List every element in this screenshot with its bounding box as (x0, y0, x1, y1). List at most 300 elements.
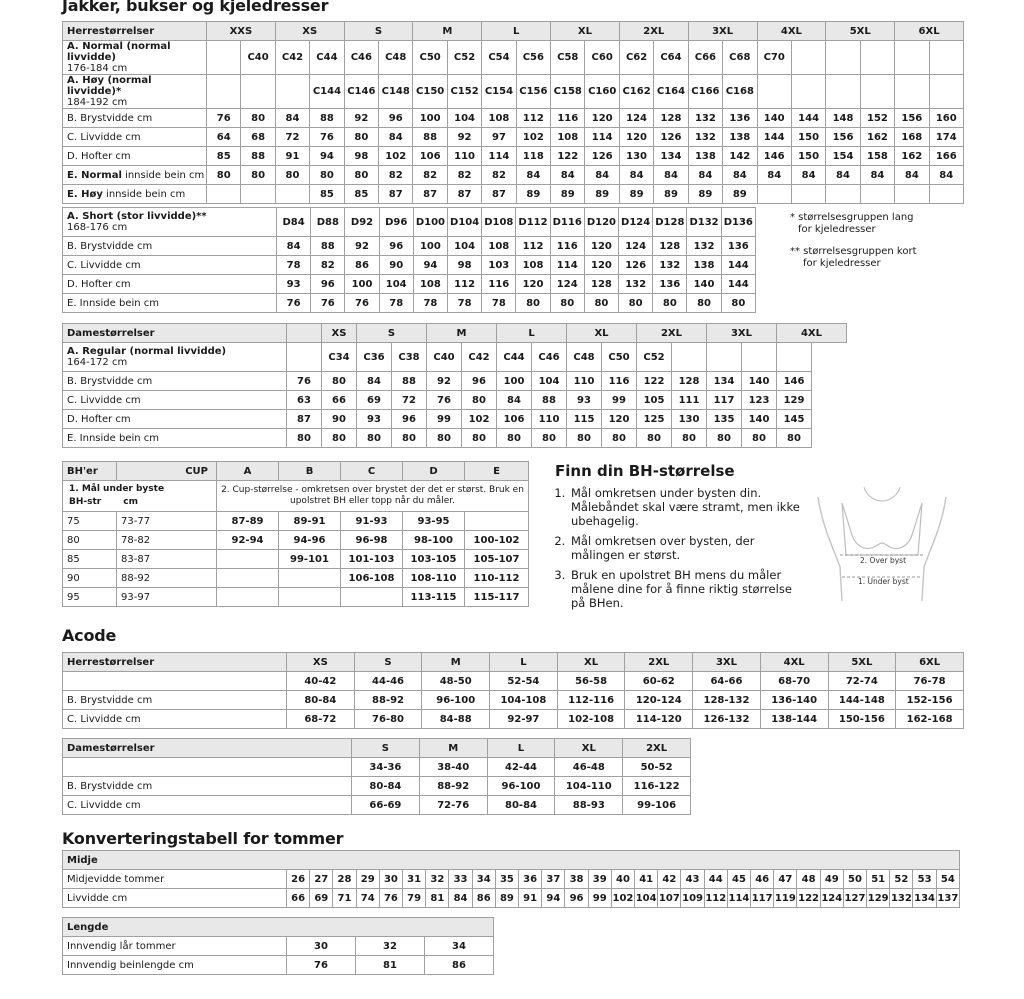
row-label (63, 937, 287, 956)
table-cell: 35 (495, 870, 518, 889)
table-cell: 106 (413, 147, 447, 166)
table-cell: D88 (311, 208, 345, 237)
table-cell: 91-93 (341, 512, 403, 531)
acode-herre-table (62, 652, 964, 729)
row-label-rest: innside bein cm (102, 188, 186, 200)
table-cell: 156 (895, 109, 929, 128)
table-cell: 89 (551, 185, 585, 204)
table-cell: C46 (344, 41, 378, 75)
table-cell: C60 (585, 41, 619, 75)
table-cell: 34 (472, 870, 495, 889)
table-cell: 150-156 (828, 710, 896, 729)
header-size: M (419, 739, 487, 758)
table-cell: 93 (357, 410, 392, 429)
table-cell: 80 (602, 429, 637, 448)
table-cell: 64-66 (693, 672, 761, 691)
table-cell: 138 (688, 147, 722, 166)
header-label: Herrestørrelser (63, 22, 207, 41)
header-label: Damestørrelser (63, 324, 287, 343)
table-cell: C58 (551, 41, 585, 75)
table-cell: 80 (357, 429, 392, 448)
header-size: 4XL (757, 22, 826, 41)
table-cell: 132 (619, 275, 653, 294)
table-cell: 99-106 (623, 796, 691, 815)
table-cell: 122 (797, 889, 820, 908)
table-cell: 68 (241, 128, 275, 147)
bh-size: 80 (63, 531, 117, 550)
table-cell: 94 (542, 889, 565, 908)
table-cell: 80 (462, 391, 497, 410)
table-cell: 104 (379, 275, 413, 294)
header-label: Damestørrelser (63, 739, 352, 758)
note-kort: ** størrelsesgruppen kort for kjeledresser (790, 246, 917, 269)
table-cell: 31 (403, 870, 426, 889)
bh-under-cm: 73-77 (117, 512, 217, 531)
table-cell: 102 (379, 147, 413, 166)
table-cell: 80 (462, 429, 497, 448)
row-label (63, 889, 287, 908)
row-label (63, 870, 287, 889)
table-cell: 122 (637, 372, 672, 391)
table-cell: 82 (311, 256, 345, 275)
table-cell: 135 (707, 410, 742, 429)
table-cell: 148 (826, 109, 860, 128)
table-cell (826, 41, 860, 75)
table-cell: 78 (413, 294, 447, 313)
table-cell: 76 (310, 128, 344, 147)
table-row (63, 870, 960, 889)
table-cell: 30 (287, 937, 356, 956)
table-row (63, 166, 964, 185)
table-cell: D100 (413, 208, 447, 237)
table-cell: 110-112 (465, 569, 529, 588)
table-row (63, 391, 847, 410)
table-cell: 76 (345, 294, 379, 313)
bh-under-cm: 83-87 (117, 550, 217, 569)
table-cell: 114 (482, 147, 516, 166)
table-cell: D112 (516, 208, 550, 237)
table-cell: C50 (602, 343, 637, 372)
table-cell: 80 (532, 429, 567, 448)
row-label (63, 75, 207, 109)
table-cell: 80 (344, 128, 378, 147)
row-label-text: C. Livvidde cm (67, 259, 141, 271)
table-cell: 76 (427, 391, 462, 410)
table-cell: C48 (567, 343, 602, 372)
table-cell: 63 (287, 391, 322, 410)
table-cell: C42 (462, 343, 497, 372)
table-row (63, 372, 847, 391)
table-row (63, 185, 964, 204)
table-cell: 115 (567, 410, 602, 429)
table-cell: 93 (567, 391, 602, 410)
table-cell: 134 (707, 372, 742, 391)
table-cell: 72-74 (828, 672, 896, 691)
table-cell: 120 (584, 237, 618, 256)
table-cell: 124 (619, 237, 653, 256)
row-label (63, 710, 287, 729)
table-cell: 78 (277, 256, 311, 275)
table-cell: 99-101 (279, 550, 341, 569)
table-cell: 46 (751, 870, 774, 889)
table-cell: 168 (895, 128, 929, 147)
table-cell: 84 (379, 128, 413, 147)
table-cell: 94-96 (279, 531, 341, 550)
table-cell: 152-156 (896, 691, 964, 710)
table-cell: C152 (447, 75, 481, 109)
table-cell: 87 (447, 185, 481, 204)
header-size: 3XL (707, 324, 777, 343)
table-cell: 96-98 (341, 531, 403, 550)
table-cell: 82 (379, 166, 413, 185)
row-label-text: Livvidde cm (67, 892, 128, 904)
row-label-text: Innvendig lår tommer (67, 940, 176, 952)
table-cell: 82 (482, 166, 516, 185)
table-cell: 32 (426, 870, 449, 889)
row-label-text: A. Short (stor livvidde)** (67, 211, 207, 222)
table-cell: 140 (757, 109, 791, 128)
row-label-text: A. Normal (normal livvidde) (67, 41, 171, 63)
table-cell: 72-76 (419, 796, 487, 815)
table-cell: 41 (635, 870, 658, 889)
table-cell: 112 (516, 237, 550, 256)
header-size: L (497, 324, 567, 343)
table-cell: 114 (585, 128, 619, 147)
table-cell: 84 (688, 166, 722, 185)
header-size: XL (555, 739, 623, 758)
table-cell: 158 (860, 147, 894, 166)
row-label (63, 691, 287, 710)
table-cell: 48 (797, 870, 820, 889)
table-cell: 80 (516, 294, 550, 313)
table-cell: 66-69 (352, 796, 420, 815)
table-cell: 80 (241, 109, 275, 128)
table-cell (207, 75, 241, 109)
table-cell: 117 (707, 391, 742, 410)
table-cell: 104 (448, 237, 482, 256)
table-cell: 42 (658, 870, 681, 889)
table-cell: 89 (585, 185, 619, 204)
table-cell: C62 (619, 41, 653, 75)
table-cell: 49 (820, 870, 843, 889)
table-cell: 100 (413, 237, 447, 256)
table-cell: 76 (277, 294, 311, 313)
table-cell: 80 (584, 294, 618, 313)
row-label-sub: 176-184 cm (67, 63, 128, 74)
table-row (63, 237, 756, 256)
table-cell: 78 (379, 294, 413, 313)
table-cell: 81 (426, 889, 449, 908)
table-cell: 144 (721, 256, 755, 275)
table-cell: 80 (427, 429, 462, 448)
header-size: 3XL (688, 22, 757, 41)
table-cell: 116 (482, 275, 516, 294)
finn-step: 1. Mål omkretsen under bysten din. Målebåndet skal være stramt, men ikke ubehagelig. (569, 486, 801, 528)
header-empty (287, 324, 322, 343)
table-cell: 140 (687, 275, 721, 294)
table-cell: C36 (357, 343, 392, 372)
table-cell: 104 (532, 372, 567, 391)
header-row (63, 739, 691, 758)
header-row (63, 462, 529, 481)
table-cell: 84 (757, 166, 791, 185)
table-cell: 42-44 (487, 758, 555, 777)
table-cell: C146 (344, 75, 378, 109)
table-cell: 96 (311, 275, 345, 294)
table-cell: 111 (672, 391, 707, 410)
row-label (63, 147, 207, 166)
table-cell (287, 343, 322, 372)
bh-size: 90 (63, 569, 117, 588)
row-label-text: E. Innside bein cm (67, 432, 160, 444)
table-cell: 89 (516, 185, 550, 204)
table-cell: 88 (241, 147, 275, 166)
table-cell: 96-100 (487, 777, 555, 796)
table-cell: 108 (516, 256, 550, 275)
table-cell: 124 (619, 109, 653, 128)
row-label (63, 410, 287, 429)
table-cell: 104 (635, 889, 658, 908)
table-cell: 122 (551, 147, 585, 166)
table-cell: C162 (619, 75, 653, 109)
table-cell: 66 (322, 391, 357, 410)
table-cell: C40 (427, 343, 462, 372)
table-cell: 76-80 (354, 710, 422, 729)
table-cell: 80 (392, 429, 427, 448)
table-cell: 81 (356, 956, 425, 975)
table-cell: C50 (413, 41, 447, 75)
header-size: 6XL (896, 653, 964, 672)
table-row (63, 256, 756, 275)
table-cell: 102-108 (557, 710, 625, 729)
table-cell: 96-100 (422, 691, 490, 710)
table-cell (860, 185, 894, 204)
table-cell: 66 (287, 889, 310, 908)
table-cell: 120 (602, 410, 637, 429)
table-cell: 162-168 (896, 710, 964, 729)
header-size: 6XL (895, 22, 964, 41)
section-title-konvertering: Konverteringstabell for tommer (62, 829, 344, 848)
table-cell: 96 (565, 889, 588, 908)
table-cell: 123 (742, 391, 777, 410)
table-cell: 80-84 (487, 796, 555, 815)
table-row (63, 588, 529, 607)
table-cell: D136 (721, 208, 755, 237)
bh-under-cm: 88-92 (117, 569, 217, 588)
table-row (63, 569, 529, 588)
table-cell: 96 (379, 237, 413, 256)
table-cell: 45 (727, 870, 750, 889)
table-cell: 174 (929, 128, 963, 147)
finn-step: 3. Bruk en upolstret BH mens du måler målene dine for å finne riktig størrelse på BHen. (569, 568, 801, 610)
table-cell: C52 (637, 343, 672, 372)
table-cell: C44 (497, 343, 532, 372)
table-cell: C156 (516, 75, 550, 109)
table-cell: 144 (721, 275, 755, 294)
row-label-text: B. Brystvidde cm (67, 240, 153, 252)
row-label-text: D. Hofter cm (67, 413, 131, 425)
table-cell: 132 (653, 256, 687, 275)
table-cell (929, 75, 963, 109)
table-cell: 136-140 (760, 691, 828, 710)
header-cup-size: A (217, 462, 279, 481)
table-cell: 88-93 (555, 796, 623, 815)
table-cell: 88 (532, 391, 567, 410)
table-cell: 116-122 (623, 777, 691, 796)
table-cell (341, 588, 403, 607)
table-cell: 99 (427, 410, 462, 429)
table-cell: 60-62 (625, 672, 693, 691)
table-cell (777, 343, 812, 372)
table-cell: 48-50 (422, 672, 490, 691)
table-cell: 116 (602, 372, 637, 391)
table-cell: 87 (413, 185, 447, 204)
table-cell: 128 (654, 109, 688, 128)
table-row (63, 531, 529, 550)
header-size: S (352, 739, 420, 758)
table-cell: 94 (310, 147, 344, 166)
table-cell: 80 (742, 429, 777, 448)
table-cell: C52 (447, 41, 481, 75)
table-cell: 162 (860, 128, 894, 147)
table-cell (895, 41, 929, 75)
header-size: 5XL (826, 22, 895, 41)
table-cell: 80-84 (287, 691, 355, 710)
table-cell: C48 (379, 41, 413, 75)
table-cell: 88-92 (419, 777, 487, 796)
table-cell: 84 (619, 166, 653, 185)
table-cell: 74 (356, 889, 379, 908)
table-cell: 87 (482, 185, 516, 204)
table-cell: 108 (482, 237, 516, 256)
acode-dame-table (62, 738, 691, 815)
table-cell: 120 (619, 128, 653, 147)
table-cell: C166 (688, 75, 722, 109)
table-cell: D132 (687, 208, 721, 237)
table-cell: 127 (843, 889, 866, 908)
table-cell: 27 (310, 870, 333, 889)
table-cell: 89 (688, 185, 722, 204)
table-cell: 93 (277, 275, 311, 294)
table-cell: 92 (344, 109, 378, 128)
table-cell: C158 (551, 75, 585, 109)
table-cell: C56 (516, 41, 550, 75)
table-row (63, 294, 756, 313)
table-row (63, 758, 691, 777)
table-cell (860, 41, 894, 75)
table-cell: C144 (310, 75, 344, 109)
header-cup: CUP (117, 462, 217, 481)
table-cell: 93-95 (403, 512, 465, 531)
table-cell: 76 (287, 372, 322, 391)
table-cell: 130 (619, 147, 653, 166)
header-row (63, 653, 964, 672)
header-size: 4XL (777, 324, 847, 343)
table-cell: 44-46 (354, 672, 422, 691)
table-cell: 40 (611, 870, 634, 889)
table-cell: 50 (843, 870, 866, 889)
table-cell: 120 (585, 109, 619, 128)
header-size: XS (287, 653, 355, 672)
table-cell (860, 75, 894, 109)
table-cell: 103-105 (403, 550, 465, 569)
table-cell: 88 (392, 372, 427, 391)
table-cell: 90 (322, 410, 357, 429)
table-cell: 84 (277, 237, 311, 256)
short-size-table (62, 207, 756, 313)
table-cell: 76 (287, 956, 356, 975)
header-size: S (344, 22, 413, 41)
header-row (63, 851, 960, 870)
table-row (63, 512, 529, 531)
header-cup-size: D (403, 462, 465, 481)
table-cell: 84 (654, 166, 688, 185)
table-cell: 120 (516, 275, 550, 294)
row-label (63, 343, 287, 372)
table-cell: 84 (585, 166, 619, 185)
table-cell: C34 (322, 343, 357, 372)
finn-bh-steps (555, 486, 801, 616)
table-cell: 80 (344, 166, 378, 185)
table-row (63, 41, 964, 75)
table-cell: 46-48 (555, 758, 623, 777)
table-cell: 53 (913, 870, 936, 889)
table-cell: 126-132 (693, 710, 761, 729)
table-cell: 96 (379, 109, 413, 128)
table-cell: 150 (791, 128, 825, 147)
bh-size: 75 (63, 512, 117, 531)
header-row (63, 918, 494, 937)
table-cell: 88-92 (354, 691, 422, 710)
table-cell: C38 (392, 343, 427, 372)
table-cell: 43 (681, 870, 704, 889)
table-cell: 90 (379, 256, 413, 275)
table-cell: 80 (241, 166, 275, 185)
section-title-jakker: Jakker, bukser og kjeledresser (62, 0, 329, 15)
table-cell: 88 (413, 128, 447, 147)
table-cell: 110 (532, 410, 567, 429)
table-cell: 80-84 (352, 777, 420, 796)
table-cell: 68-72 (287, 710, 355, 729)
table-cell: 44 (704, 870, 727, 889)
table-cell: 132 (688, 128, 722, 147)
table-cell: 145 (777, 410, 812, 429)
table-cell: 99 (588, 889, 611, 908)
table-cell: 76 (207, 109, 241, 128)
table-cell: D92 (345, 208, 379, 237)
table-cell: 124 (820, 889, 843, 908)
table-row (63, 109, 964, 128)
header-row (63, 22, 964, 41)
header-size: S (354, 653, 422, 672)
row-label (63, 41, 207, 75)
table-cell: 126 (585, 147, 619, 166)
table-row (63, 672, 964, 691)
table-cell: 138 (723, 128, 757, 147)
table-cell (742, 343, 777, 372)
table-cell: C68 (723, 41, 757, 75)
table-cell: C66 (688, 41, 722, 75)
table-cell (241, 185, 275, 204)
table-cell: 40-42 (287, 672, 355, 691)
table-cell: 116 (551, 109, 585, 128)
table-cell: 113-115 (403, 588, 465, 607)
table-cell: 92-97 (490, 710, 558, 729)
table-cell (275, 75, 309, 109)
table-cell: 132 (890, 889, 913, 908)
row-label-sub: 164-172 cm (67, 357, 128, 368)
table-row (63, 691, 964, 710)
